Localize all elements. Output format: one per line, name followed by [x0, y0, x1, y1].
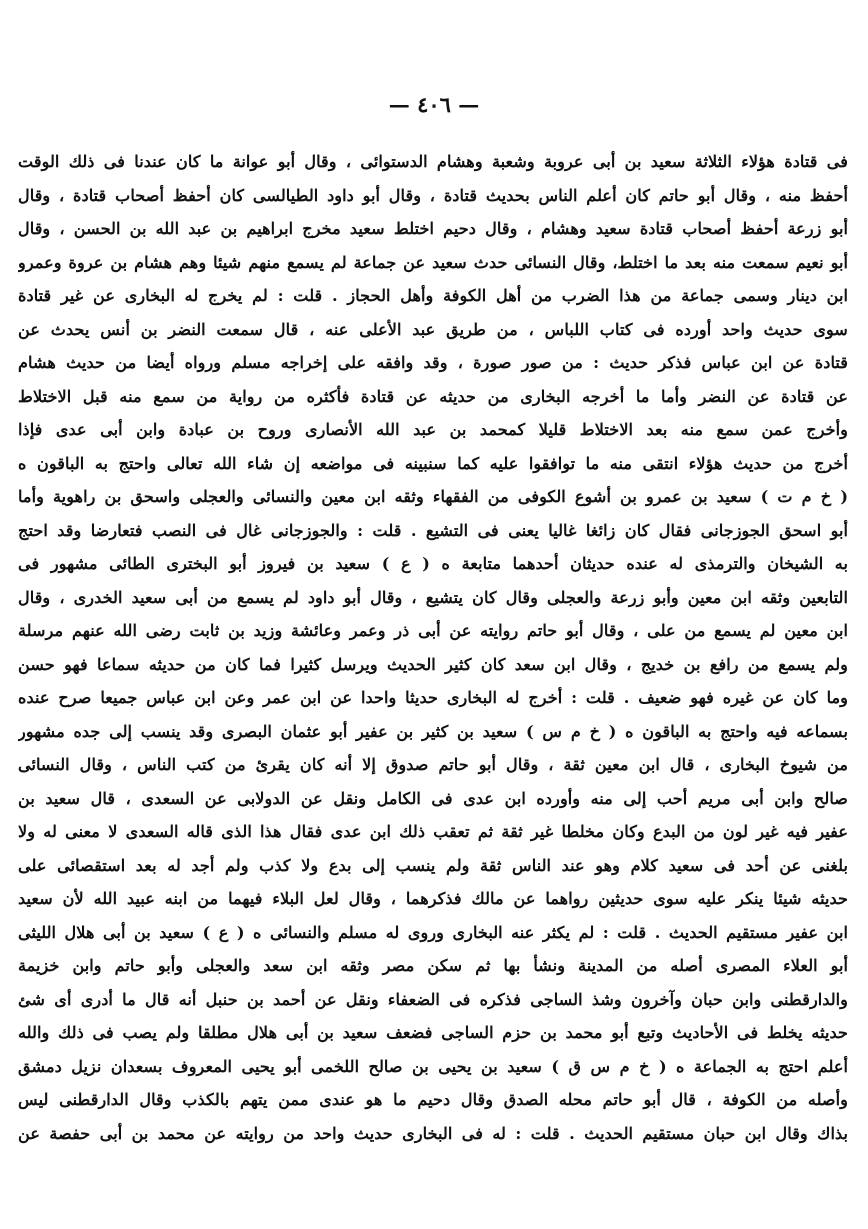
text-line: عفير فيه غير لون من البدع وكان مخلطا غير ثقة ثم تعقب ذلك ابن عدى فقال هذا الذى قاله السعدى لا معنى له ولا [18, 822, 848, 841]
text-line: التابعين وثقه ابن معين وأبو زرعة والعجلى وقال كان يتشيع ، وقال أبو داود لم يسمع من أبى سعيد الخدرى ، وقال [18, 587, 848, 607]
page-number: — ٤٠٦ — [388, 92, 480, 117]
text-line: به الشيخان والترمذى له عنده حديثان أحدهما متابعة ه ( ع ) سعيد بن فيروز أبو البخترى الطائى مشهور فى [18, 554, 848, 573]
text-line: صالح وابن أبى مريم أحب إلى منه وأورده ابن عدى فى الكامل ونقل عن الدولابى عن السعدى ، قال سعيد بن [18, 788, 848, 808]
text-line: وأخرج عمن سمع منه بعد الاختلاط قليلا كمحمد بن عبد الله الأنصارى وروح بن عبادة وابن أبى عدى فإذا [18, 420, 848, 439]
text-line: أبو اسحق الجوزجانى فقال كان زائغا غاليا يعنى فى التشيع . قلت : والجوزجانى غال فى النصب فتعارضا وقد احتج [18, 520, 848, 540]
text-line: والدارقطنى وابن حبان وآخرون وشذ الساجى فذكره فى الضعفاء ونقل عن أحمد بن حنبل أنه قال ما أدرى أى شئ [18, 989, 848, 1009]
text-line: أبو العلاء المصرى أصله من المدينة ونشأ بها ثم سكن مصر وثقه ابن سعد والعجلى وأبو حاتم وابن خزيمة [18, 956, 848, 975]
text-line: أبو زرعة أحفظ أصحاب قتادة سعيد وهشام ، وقال دحيم اختلط سعيد مخرج ابراهيم بن عبد الله بن الحسن ، وقال [18, 219, 848, 238]
body-text [18, 145, 848, 1150]
text-line: أخرج من حديث هؤلاء انتقى منه ما توافقوا عليه كما سنبينه فى مواضعه إن شاء الله تعالى واحتج به الباقون ه [18, 453, 848, 473]
text-line: حديثه شيئا ينكر عليه سوى حديثين رواهما عن مالك فذكرهما ، وقال لعل البلاء فيهما من ابنه عبيد الله لأن سعيد [18, 889, 848, 908]
text-line: حديثه يخلط فى الأحاديث وتبع أبو محمد بن حزم الساجى فضعف سعيد بن أبى هلال مطلقا ولم يصب فى ذلك والله [18, 1023, 848, 1042]
text-line: أعلم احتج به الجماعة ه ( خ م س ق ) سعيد بن يحيى بن صالح اللخمى أبو يحيى المعروف بسعدان نزيل دمشق [18, 1056, 848, 1076]
text-line: ابن عفير مستقيم الحديث . قلت : لم يكثر عنه البخارى وروى له مسلم والنسائى ه ( ع ) سعيد بن أبى هلال الليثى [18, 922, 848, 942]
text-line: وأصله من الكوفة ، قال أبو حاتم محله الصدق وقال دحيم ما هو عندى ممن يتهم بالكذب وقال الدارقطنى ليس [18, 1090, 848, 1109]
text-line: ولم يسمع من رافع بن خديج ، وقال ابن سعد كان كثير الحديث ويرسل كثيرا فما كان من حديثه سماعا فهو حسن [18, 654, 848, 674]
text-line: ابن دينار وسمى جماعة من هذا الضرب من أهل الكوفة وأهل الحجاز . قلت : لم يخرج له البخارى عن غير قتادة [18, 286, 848, 305]
text-line: وما كان عن غيره فهو ضعيف . قلت : أخرج له البخارى حديثا واحدا عن ابن عمر وعن ابن عباس جميعا صرح عنده [18, 688, 848, 707]
text-line: سوى حديث واحد أورده فى كتاب اللباس ، من طريق عبد الأعلى عنه ، قال سمعت النضر بن أنس يحدث عن [18, 319, 848, 339]
text-line: ( خ م ت ) سعيد بن عمرو بن أشوع الكوفى من الفقهاء وثقه ابن معين والنسائى والعجلى واسحق بن راهوية وأما [18, 487, 848, 506]
text-line: من شيوخ البخارى ، قال ابن معين ثقة ، وقال أبو حاتم صدوق إلا أنه كان يقرئ من كتب الناس ، وقال النسائى [18, 755, 848, 774]
text-line: أبو نعيم سمعت منه بعد ما اختلط، وقال النسائى حدث سعيد عن جماعة لم يسمع منهم شيئا وهم هشام بن عروة وعمرو [18, 252, 848, 272]
text-line: أحفظ منه ، وقال أبو حاتم كان أعلم الناس بحديث قتادة ، وقال أبو داود الطيالسى كان أحفظ أصحاب قتادة ، وقال [18, 185, 848, 205]
text-line: فى قتادة هؤلاء الثلاثة سعيد بن أبى عروبة وشعبة وهشام الدستوائى ، وقال أبو عوانة ما كان عندنا فى ذلك الوقت [18, 152, 848, 171]
text-line: بسماعه فيه واحتج به الباقون ه ( خ م س ) سعيد بن كثير بن عفير أبو عثمان البصرى وقد ينسب إلى جده مشهور [18, 721, 848, 741]
text-line: بلغنى عن أحد فى سعيد كلام وهو عند الناس ثقة ولم ينسب إلى بدع ولا كذب ولم أجد له بعد استقصائى على [18, 855, 848, 875]
text-line: بذاك وقال ابن حبان مستقيم الحديث . قلت : له فى البخارى حديث واحد من روايته عن محمد بن أبى حفصة عن [18, 1123, 848, 1143]
text-line: ابن معين لم يسمع من على ، وقال أبو حاتم روايته عن أبى ذر وعمر وعائشة وزيد بن ثابت رضى الله عنهم مرسلة [18, 621, 848, 640]
text-line: عن قتادة عن النضر وأما ما أخرجه البخارى من حديثه عن قتادة فأكثره من رواية من سمع منه قبل الاختلاط [18, 386, 848, 406]
text-line: قتادة عن ابن عباس فذكر حديث : من صور صورة ، وقد وافقه على إخراجه مسلم ورواه أيضا من حديث هشام [18, 353, 848, 372]
